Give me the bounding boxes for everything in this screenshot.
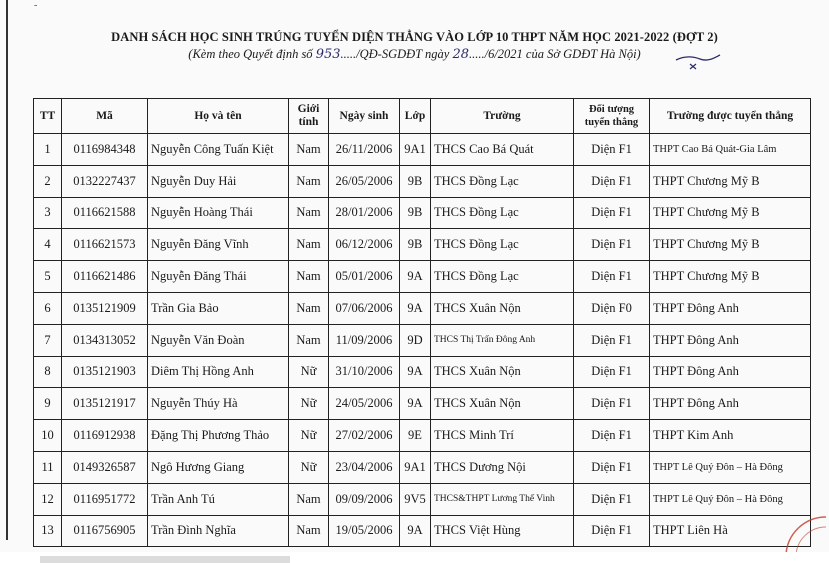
table-row — [34, 292, 811, 324]
header-truong-tuyen: Trường được tuyển thẳng — [650, 99, 811, 134]
cell-doi-tuong: Diện F1 — [574, 197, 650, 229]
subtitle-prefix: (Kèm theo Quyết định số — [188, 47, 316, 61]
cell-ma: 0116984348 — [62, 134, 148, 166]
cell-doi-tuong: Diện F1 — [574, 134, 650, 166]
cell-truong-tuyen: THPT Kim Anh — [650, 420, 811, 452]
cell-gioi-tinh: Nam — [289, 515, 329, 547]
cell-tt: 11 — [34, 451, 62, 483]
cell-tt: 5 — [34, 261, 62, 293]
cell-tt: 12 — [34, 483, 62, 515]
cell-gioi-tinh: Nam — [289, 229, 329, 261]
cell-gioi-tinh: Nữ — [289, 388, 329, 420]
cell-ho-ten: Trần Gia Bảo — [148, 292, 289, 324]
cell-doi-tuong: Diện F1 — [574, 356, 650, 388]
cell-lop: 9A — [400, 515, 431, 547]
cell-lop: 9A — [400, 388, 431, 420]
table-header-row — [34, 99, 811, 134]
cell-truong: THCS Đồng Lạc — [431, 165, 574, 197]
cell-ho-ten: Nguyễn Thúy Hà — [148, 388, 289, 420]
cell-ngay-sinh: 05/01/2006 — [329, 261, 400, 293]
cell-ho-ten: Ngô Hương Giang — [148, 451, 289, 483]
cell-truong-tuyen: THPT Chương Mỹ B — [650, 229, 811, 261]
cell-lop: 9A — [400, 356, 431, 388]
cell-truong-tuyen: THPT Lê Quý Đôn – Hà Đông — [650, 451, 811, 483]
cell-ho-ten: Nguyễn Công Tuấn Kiệt — [148, 134, 289, 166]
cell-truong: THCS Cao Bá Quát — [431, 134, 574, 166]
cell-ma: 0135121909 — [62, 292, 148, 324]
decision-number: 953 — [315, 47, 341, 62]
table-row — [34, 261, 811, 293]
page-edge-line — [6, 0, 8, 540]
cell-doi-tuong: Diện F0 — [574, 292, 650, 324]
cell-doi-tuong: Diện F1 — [574, 324, 650, 356]
cell-ma: 0135121917 — [62, 388, 148, 420]
cell-ho-ten: Nguyễn Văn Đoàn — [148, 324, 289, 356]
cell-gioi-tinh: Nam — [289, 483, 329, 515]
scroll-indicator — [40, 556, 290, 563]
top-mark: - — [34, 0, 38, 11]
table-row — [34, 229, 811, 261]
header-ma: Mã — [62, 99, 148, 134]
cell-ngay-sinh: 31/10/2006 — [329, 356, 400, 388]
cell-doi-tuong: Diện F1 — [574, 420, 650, 452]
cell-doi-tuong: Diện F1 — [574, 483, 650, 515]
cell-truong-tuyen: THPT Đông Anh — [650, 292, 811, 324]
cell-gioi-tinh: Nữ — [289, 451, 329, 483]
cell-truong-tuyen: THPT Chương Mỹ B — [650, 261, 811, 293]
header-ho-ten: Họ và tên — [148, 99, 289, 134]
cell-doi-tuong: Diện F1 — [574, 261, 650, 293]
header-ngay-sinh: Ngày sinh — [329, 99, 400, 134]
cell-ngay-sinh: 11/09/2006 — [329, 324, 400, 356]
cell-ngay-sinh: 07/06/2006 — [329, 292, 400, 324]
cell-gioi-tinh: Nam — [289, 261, 329, 293]
cell-ma: 0132227437 — [62, 165, 148, 197]
cell-truong: THCS Xuân Nộn — [431, 388, 574, 420]
cell-truong: THCS Đồng Lạc — [431, 229, 574, 261]
cell-ho-ten: Nguyễn Hoàng Thái — [148, 197, 289, 229]
decision-day: 28 — [452, 47, 469, 62]
table-row — [34, 451, 811, 483]
cell-truong-tuyen: THPT Đông Anh — [650, 324, 811, 356]
cell-tt: 3 — [34, 197, 62, 229]
cell-ma: 0135121903 — [62, 356, 148, 388]
cell-ngay-sinh: 24/05/2006 — [329, 388, 400, 420]
cell-doi-tuong: Diện F1 — [574, 451, 650, 483]
cell-tt: 10 — [34, 420, 62, 452]
subtitle-suffix: ...../6/2021 của Sở GDĐT Hà Nội) — [468, 47, 641, 61]
table-row — [34, 388, 811, 420]
cell-gioi-tinh: Nữ — [289, 356, 329, 388]
cell-truong: THCS&THPT Lương Thế Vinh — [431, 483, 574, 515]
cell-truong: THCS Thị Trấn Đông Anh — [431, 324, 574, 356]
cell-ma: 0116912938 — [62, 420, 148, 452]
cell-ngay-sinh: 23/04/2006 — [329, 451, 400, 483]
cell-truong: THCS Đồng Lạc — [431, 261, 574, 293]
cell-lop: 9A1 — [400, 451, 431, 483]
table-row — [34, 483, 811, 515]
header-doi-tuong: Đối tượng tuyển thẳng — [574, 99, 650, 134]
cell-ma: 0149326587 — [62, 451, 148, 483]
cell-ngay-sinh: 26/11/2006 — [329, 134, 400, 166]
cell-ngay-sinh: 06/12/2006 — [329, 229, 400, 261]
table-row — [34, 324, 811, 356]
table-row — [34, 134, 811, 166]
cell-ma: 0116951772 — [62, 483, 148, 515]
cell-tt: 2 — [34, 165, 62, 197]
cell-tt: 8 — [34, 356, 62, 388]
cell-ma: 0134313052 — [62, 324, 148, 356]
header-lop: Lớp — [400, 99, 431, 134]
cell-truong-tuyen: THPT Chương Mỹ B — [650, 197, 811, 229]
header-tt: TT — [34, 99, 62, 134]
cell-lop: 9B — [400, 165, 431, 197]
cell-ma: 0116621486 — [62, 261, 148, 293]
document-title: DANH SÁCH HỌC SINH TRÚNG TUYỂN DIỆN THẲNG VÀO LỚP 10 THPT NĂM HỌC 2021-2022 (ĐỢT 2) — [111, 30, 718, 44]
cell-gioi-tinh: Nữ — [289, 420, 329, 452]
subtitle-mid: ...../QĐ-SGDĐT ngày — [340, 47, 453, 61]
cell-doi-tuong: Diện F1 — [574, 388, 650, 420]
cell-ho-ten: Nguyễn Đăng Thái — [148, 261, 289, 293]
cell-gioi-tinh: Nam — [289, 292, 329, 324]
cell-lop: 9E — [400, 420, 431, 452]
cell-tt: 9 — [34, 388, 62, 420]
cell-truong: THCS Việt Hùng — [431, 515, 574, 547]
cell-lop: 9A — [400, 261, 431, 293]
cell-truong-tuyen: THPT Đông Anh — [650, 356, 811, 388]
cell-lop: 9D — [400, 324, 431, 356]
cell-doi-tuong: Diện F1 — [574, 165, 650, 197]
cell-truong-tuyen: THPT Cao Bá Quát-Gia Lâm — [650, 134, 811, 166]
cell-doi-tuong: Diện F1 — [574, 515, 650, 547]
cell-gioi-tinh: Nam — [289, 324, 329, 356]
header-gioi-tinh: Giới tính — [289, 99, 329, 134]
cell-ho-ten: Nguyễn Đăng Vĩnh — [148, 229, 289, 261]
cell-ngay-sinh: 28/01/2006 — [329, 197, 400, 229]
cell-ma: 0116621588 — [62, 197, 148, 229]
table-row — [34, 165, 811, 197]
cell-tt: 4 — [34, 229, 62, 261]
cell-tt: 6 — [34, 292, 62, 324]
cell-truong-tuyen: THPT Lê Quý Đôn – Hà Đông — [650, 483, 811, 515]
cell-lop: 9B — [400, 229, 431, 261]
cell-gioi-tinh: Nam — [289, 134, 329, 166]
cell-lop: 9V5 — [400, 483, 431, 515]
cell-ho-ten: Trần Đình Nghĩa — [148, 515, 289, 547]
cell-tt: 13 — [34, 515, 62, 547]
cell-gioi-tinh: Nam — [289, 165, 329, 197]
cell-truong-tuyen: THPT Đông Anh — [650, 388, 811, 420]
header-truong: Trường — [431, 99, 574, 134]
cell-ma: 0116756905 — [62, 515, 148, 547]
cell-truong: THCS Dương Nội — [431, 451, 574, 483]
cell-tt: 1 — [34, 134, 62, 166]
cell-truong-tuyen: THPT Liên Hà — [650, 515, 811, 547]
cell-truong-tuyen: THPT Chương Mỹ B — [650, 165, 811, 197]
cell-ngay-sinh: 19/05/2006 — [329, 515, 400, 547]
table-row — [34, 197, 811, 229]
admission-table — [33, 98, 811, 547]
cell-ho-ten: Đặng Thị Phương Thảo — [148, 420, 289, 452]
cell-truong: THCS Đồng Lạc — [431, 197, 574, 229]
cell-ma: 0116621573 — [62, 229, 148, 261]
cell-truong: THCS Xuân Nộn — [431, 356, 574, 388]
cell-lop: 9A1 — [400, 134, 431, 166]
cell-ho-ten: Diêm Thị Hồng Anh — [148, 356, 289, 388]
cell-ngay-sinh: 26/05/2006 — [329, 165, 400, 197]
cell-truong: THCS Xuân Nộn — [431, 292, 574, 324]
cell-truong: THCS Minh Trí — [431, 420, 574, 452]
cell-doi-tuong: Diện F1 — [574, 229, 650, 261]
cell-ngay-sinh: 09/09/2006 — [329, 483, 400, 515]
table-row — [34, 420, 811, 452]
cell-ho-ten: Trần Anh Tú — [148, 483, 289, 515]
table-row — [34, 515, 811, 547]
cell-gioi-tinh: Nam — [289, 197, 329, 229]
cell-lop: 9B — [400, 197, 431, 229]
table-row — [34, 356, 811, 388]
signature-squiggle-icon — [674, 52, 724, 74]
cell-lop: 9A — [400, 292, 431, 324]
red-stamp-icon — [776, 515, 829, 555]
cell-ngay-sinh: 27/02/2006 — [329, 420, 400, 452]
cell-tt: 7 — [34, 324, 62, 356]
cell-ho-ten: Nguyễn Duy Hải — [148, 165, 289, 197]
